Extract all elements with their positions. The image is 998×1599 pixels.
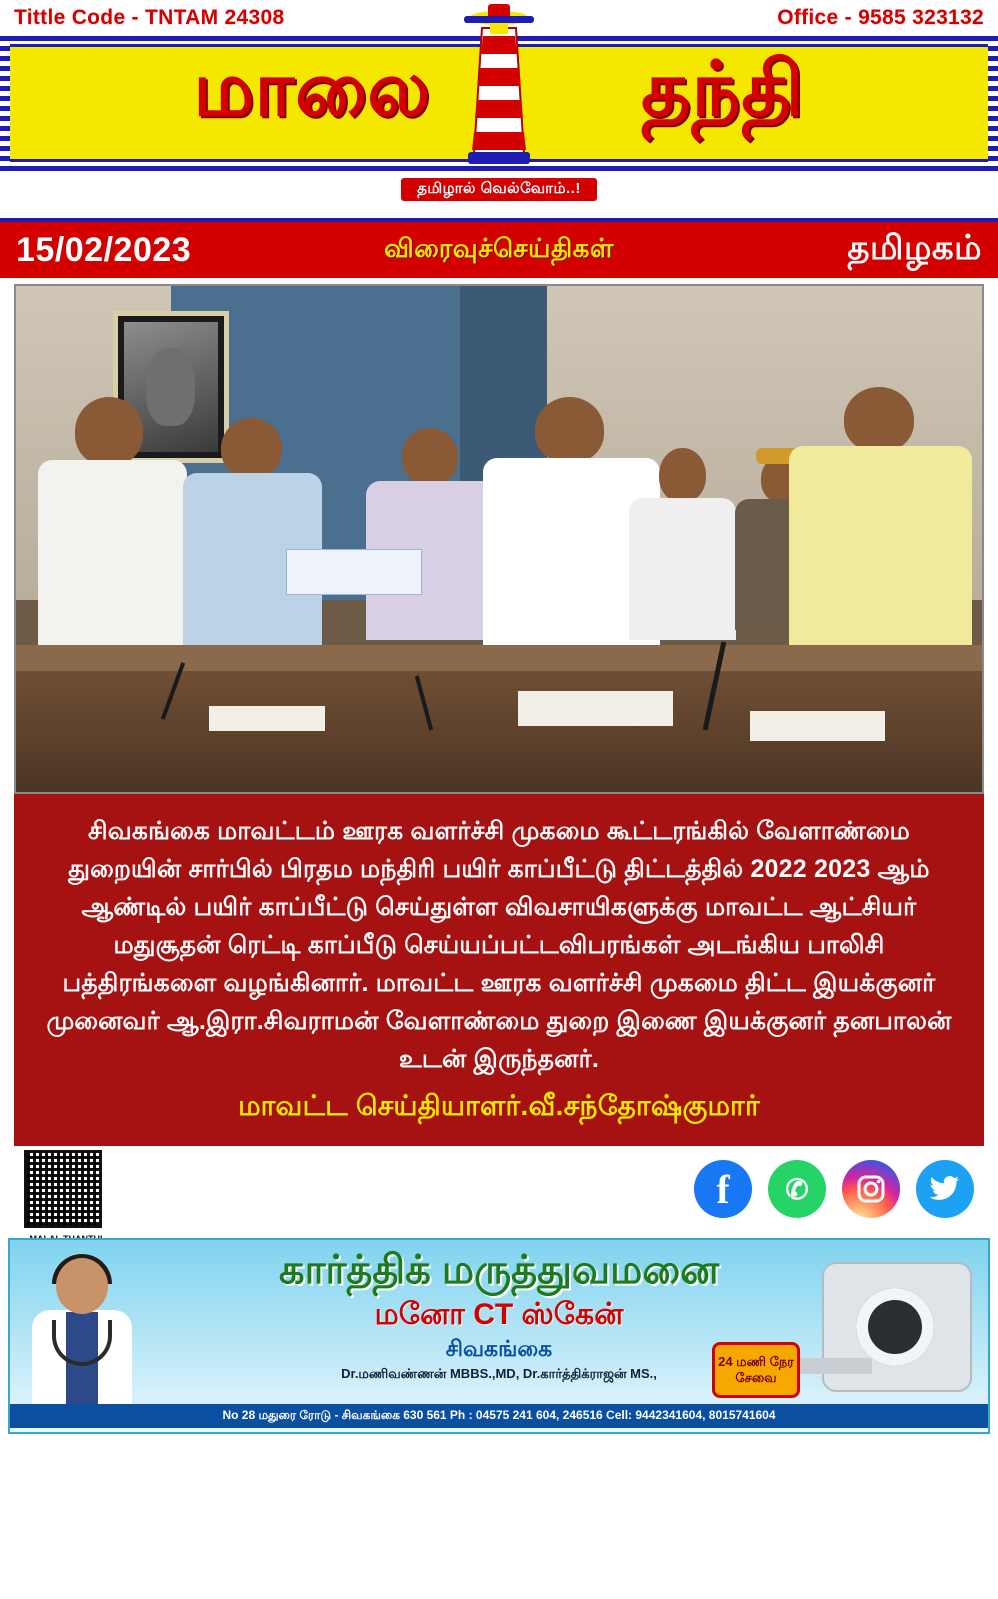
ad-24hour-badge (712, 1342, 800, 1398)
person-right-yellow-shirt (789, 387, 973, 680)
paper-name-left: மாலை (193, 47, 432, 132)
whatsapp-icon[interactable]: ✆ WhatsApp (768, 1160, 826, 1218)
news-photo (14, 284, 984, 794)
masthead (0, 0, 998, 222)
reporter-credit: மாவட்ட செய்தியாளர்.வீ.சந்தோஷ்குமார் (238, 1090, 760, 1121)
ad-hospital-name: கார்த்திக் மருத்துவமனை (278, 1248, 720, 1292)
ad-badge-line1: 24 மணி நேர (718, 1354, 794, 1370)
photo-papers-center (518, 691, 673, 726)
instagram-icon[interactable] (842, 1160, 900, 1218)
twitter-icon[interactable] (916, 1160, 974, 1218)
whatsapp-label: WhatsApp (779, 1217, 815, 1224)
news-body-text: சிவகங்கை மாவட்டம் ஊரக வளர்ச்சி முகமை கூட்டரங்கில் வேளாண்மை துறையின் சார்பில் பிரதம மந்திரி பயிர் காப்பீட்டு திட்டத்தில் 2022 2023 ஆம் ஆண்டில் பயிர் காப்பீட்டு செய்துள்ள விவசாயிகளுக்கு மாவட்ட ஆட்சியர் மதுசூதன் ரெட்டி காப்பீடு செய்யப்பட்டவிபரங்கள் அடங்கிய பாலிசி பத்திரங்களை வழங்கினார். மாவட்ட ஊரக வளர்ச்சி முகமை திட்ட இயக்குனர் முனைவர் ஆ.இரா.சிவராமன் வேளாண்மை துறை இணை இயக்குனர் தனபாலன் உடன் இருந்தனர். (46, 817, 952, 1073)
region-label: தமிழகம் (847, 228, 982, 267)
social-footer (14, 1140, 984, 1232)
quick-news-label: விரைவுச்செய்திகள் (384, 233, 614, 263)
news-text-block (14, 794, 984, 1140)
paper-name-right: தந்தி (641, 47, 805, 132)
masthead-slogan-text: தமிழால் வெல்வோம்..! (401, 178, 597, 201)
person-blue-shirt (180, 418, 325, 651)
lighthouse-icon (444, 2, 554, 174)
photo-papers-right (750, 711, 885, 741)
masthead-slogan (0, 178, 998, 201)
person-left-white-shirt (35, 397, 190, 660)
title-code-label: Tittle Code - TNTAM 24308 (14, 6, 285, 29)
social-icon-group (694, 1160, 974, 1224)
person-back-white (625, 448, 741, 640)
ad-doctor-names: Dr.மணிவண்ணன் MBBS.,MD, Dr.கார்த்திக்ராஜன் MS., (341, 1366, 657, 1381)
qr-code-block[interactable] (24, 1150, 108, 1228)
ad-address-line: No 28 மதுரை ரோடு - சிவகங்கை 630 561 Ph : 04575 241 604, 246516 Cell: 9442341604, 8015741604 (10, 1404, 988, 1428)
ad-city: சிவகங்கை (445, 1336, 553, 1361)
date-bar (0, 222, 998, 278)
facebook-icon[interactable]: f (694, 1160, 752, 1218)
office-phone-label: Office - 9585 323132 (777, 6, 984, 29)
insurance-policy-document (286, 549, 421, 595)
photo-papers-left (209, 706, 325, 731)
publication-date: 15/02/2023 (16, 230, 192, 269)
bottom-advertisement[interactable] (8, 1238, 990, 1434)
photo-table-edge (16, 645, 982, 670)
ad-service-name: மனோ CT ஸ்கேன் (374, 1298, 624, 1331)
qr-code-icon[interactable] (24, 1150, 102, 1228)
ad-badge-line2: சேவை (735, 1370, 777, 1385)
